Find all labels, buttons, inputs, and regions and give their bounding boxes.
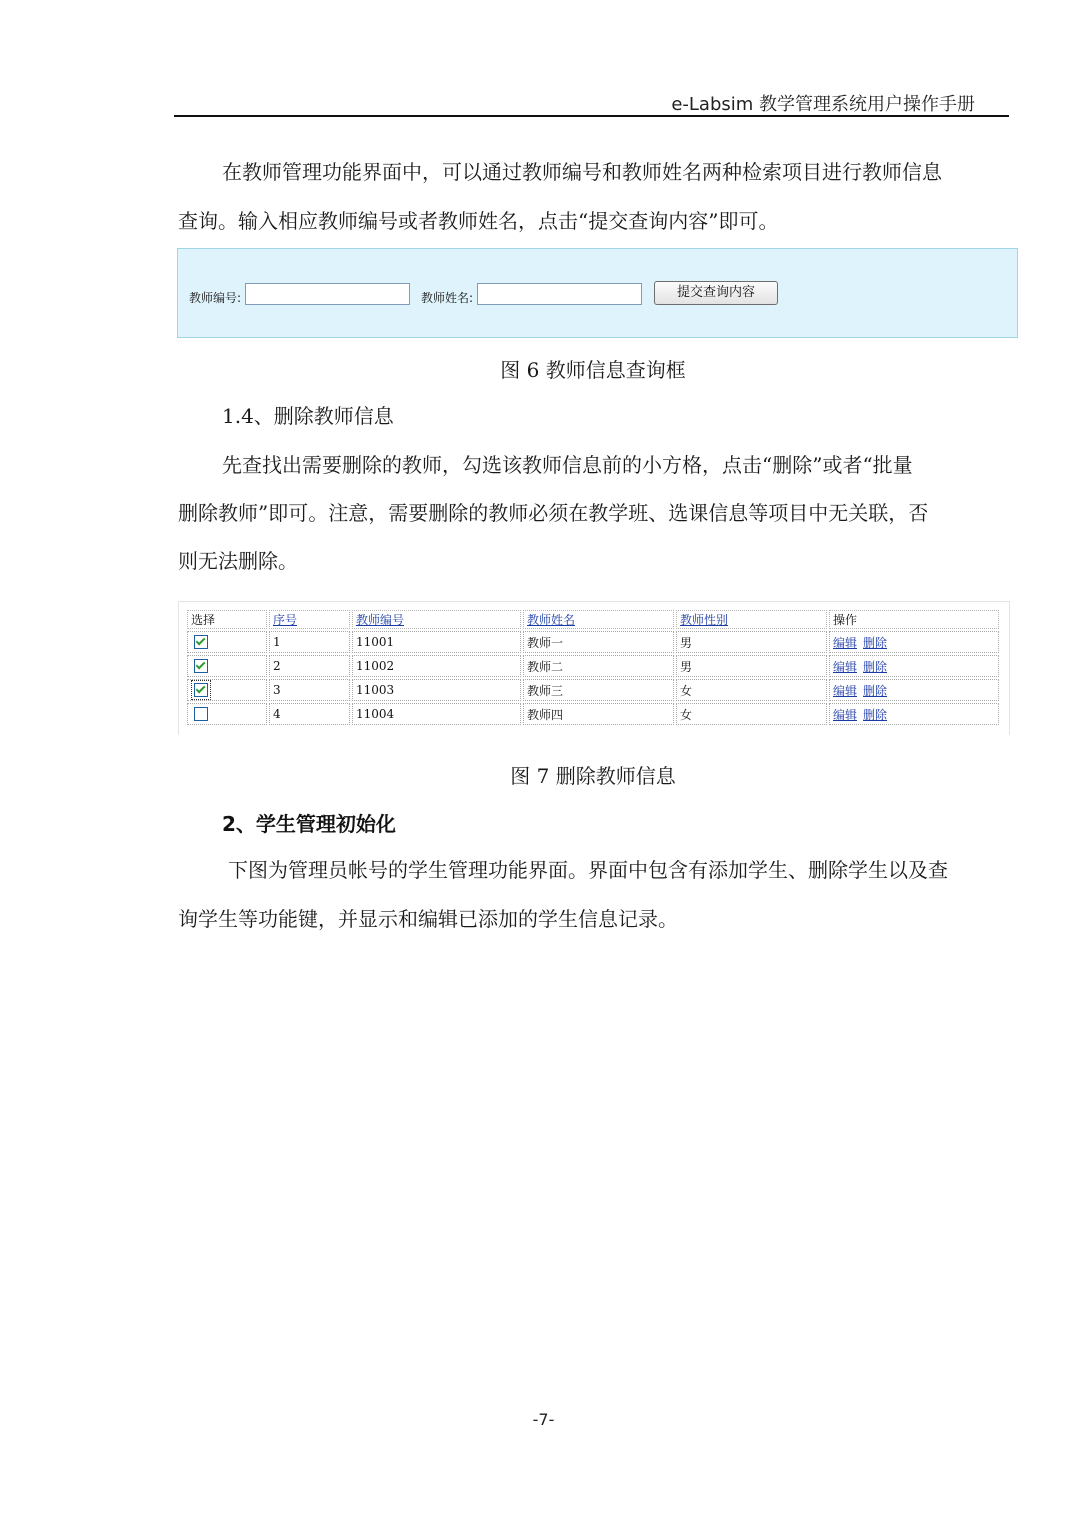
sort-teacher-gender-link[interactable]: 教师性别 xyxy=(680,613,729,627)
section-2-heading: 2、学生管理初始化 xyxy=(222,812,396,836)
select-cell xyxy=(187,703,267,725)
teacher-name-input[interactable] xyxy=(477,283,642,305)
table-row xyxy=(187,655,999,677)
table-row xyxy=(187,631,999,653)
intro-paragraph-line-1: 在教师管理功能界面中，可以通过教师编号和教师姓名两种检索项目进行教师信息 xyxy=(222,160,942,184)
delete-link[interactable]: 删除 xyxy=(863,635,888,650)
teacher-id-cell: 11004 xyxy=(352,703,521,725)
teacher-gender-cell: 女 xyxy=(676,679,827,701)
seq-cell: 1 xyxy=(269,631,350,653)
sort-seq-link[interactable]: 序号 xyxy=(273,613,298,627)
intro-paragraph-line-2: 查询。输入相应教师编号或者教师姓名，点击“提交查询内容”即可。 xyxy=(178,209,779,233)
header-teacher-name[interactable] xyxy=(523,610,674,629)
teacher-gender-cell: 女 xyxy=(676,703,827,725)
select-cell xyxy=(187,679,267,701)
header-rule xyxy=(174,115,1009,117)
select-cell xyxy=(187,631,267,653)
teacher-name-label: 教师姓名: xyxy=(421,291,474,305)
subsection-1-4-heading: 1.4、删除教师信息 xyxy=(222,404,394,428)
row-checkbox[interactable] xyxy=(194,659,208,673)
header-teacher-gender[interactable] xyxy=(676,610,827,629)
teacher-table xyxy=(185,608,1001,727)
figure-6-caption: 图 6 教师信息查询框 xyxy=(500,358,686,382)
delete-paragraph-line-1: 先查找出需要删除的教师，勾选该教师信息前的小方格，点击“删除”或者“批量 xyxy=(222,453,913,477)
student-paragraph-line-1: 下图为管理员帐号的学生管理功能界面。界面中包含有添加学生、删除学生以及查 xyxy=(228,858,948,882)
seq-cell: 2 xyxy=(269,655,350,677)
teacher-name-cell: 教师一 xyxy=(523,631,674,653)
teacher-name-cell: 教师三 xyxy=(523,679,674,701)
seq-cell: 4 xyxy=(269,703,350,725)
running-header: e-Labsim 教学管理系统用户操作手册 xyxy=(671,94,975,115)
table-row xyxy=(187,703,999,725)
header-teacher-id[interactable] xyxy=(352,610,521,629)
delete-paragraph-line-2: 删除教师”即可。注意，需要删除的教师必须在教学班、选课信息等项目中无关联，否 xyxy=(178,501,929,525)
student-paragraph-line-2: 询学生等功能键，并显示和编辑已添加的学生信息记录。 xyxy=(178,907,678,931)
select-cell xyxy=(187,655,267,677)
actions-cell xyxy=(829,631,999,653)
teacher-name-cell: 教师二 xyxy=(523,655,674,677)
seq-cell: 3 xyxy=(269,679,350,701)
edit-link[interactable]: 编辑 xyxy=(833,707,858,722)
delete-paragraph-line-3: 则无法删除。 xyxy=(178,549,298,573)
teacher-gender-cell: 男 xyxy=(676,631,827,653)
edit-link[interactable]: 编辑 xyxy=(833,683,858,698)
table-header-row xyxy=(187,610,999,629)
header-select: 选择 xyxy=(187,610,267,629)
teacher-table-screenshot xyxy=(178,601,1010,735)
delete-link[interactable]: 删除 xyxy=(863,707,888,722)
row-checkbox[interactable] xyxy=(194,635,208,649)
actions-cell xyxy=(829,679,999,701)
page-number: -7- xyxy=(532,1410,555,1429)
edit-link[interactable]: 编辑 xyxy=(833,659,858,674)
teacher-gender-cell: 男 xyxy=(676,655,827,677)
teacher-name-cell: 教师四 xyxy=(523,703,674,725)
table-row xyxy=(187,679,999,701)
teacher-id-input[interactable] xyxy=(245,283,410,305)
row-checkbox[interactable] xyxy=(194,707,208,721)
actions-cell xyxy=(829,703,999,725)
delete-link[interactable]: 删除 xyxy=(863,683,888,698)
teacher-id-cell: 11002 xyxy=(352,655,521,677)
row-checkbox[interactable] xyxy=(194,683,208,697)
sort-teacher-name-link[interactable]: 教师姓名 xyxy=(527,613,576,627)
teacher-search-panel xyxy=(177,248,1018,338)
header-seq[interactable] xyxy=(269,610,350,629)
teacher-id-cell: 11001 xyxy=(352,631,521,653)
sort-teacher-id-link[interactable]: 教师编号 xyxy=(356,613,405,627)
delete-link[interactable]: 删除 xyxy=(863,659,888,674)
teacher-id-cell: 11003 xyxy=(352,679,521,701)
actions-cell xyxy=(829,655,999,677)
edit-link[interactable]: 编辑 xyxy=(833,635,858,650)
figure-7-caption: 图 7 删除教师信息 xyxy=(510,764,676,788)
teacher-id-label: 教师编号: xyxy=(189,291,242,305)
header-actions: 操作 xyxy=(829,610,999,629)
submit-query-button[interactable]: 提交查询内容 xyxy=(654,281,778,305)
